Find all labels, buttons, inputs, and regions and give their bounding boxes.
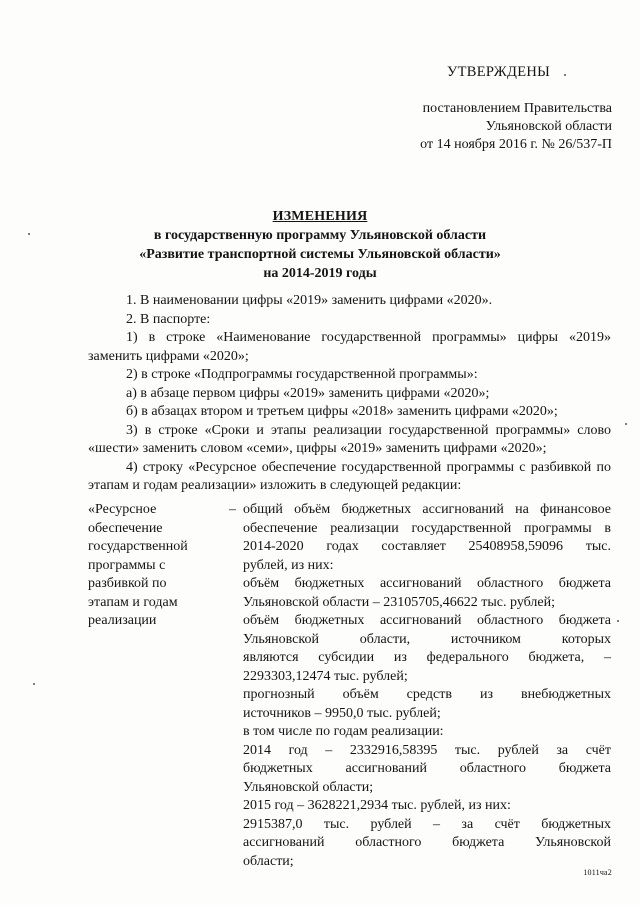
resource-line: 2915387,0 тыс. рублей – за счёт бюджетных [243,816,611,832]
label-line: реализации [88,613,157,628]
paragraph: 2. В паспорте: [126,311,211,327]
approval-line: постановлением Правительства [422,101,612,116]
resource-line: являются субсидии из федерального бюджета, – [243,650,611,665]
resource-line: Ульяновской области – 23105705,46622 тыс. рублей; [243,594,555,610]
label-line: обеспечение [88,520,163,536]
label-line: государственной [88,539,188,554]
resource-line: Ульяновской области; [243,779,374,795]
label-line: этапам и годам [88,594,178,610]
scan-speck [33,683,35,685]
resource-line: источников – 9950,0 тыс. рублей; [243,705,441,721]
resource-line: ассигнований областного бюджета Ульяновской [243,835,611,850]
paragraph: а) в абзаце первом цифры «2019» заменить цифрами «2020»; [126,385,490,401]
paragraph: 1) в строке «Наименование государственной программы» цифры «2019» заменить цифрами «2020»; [88,330,611,364]
paragraph: 3) в строке «Сроки и этапы реализации государственной программы» слово «шести» заменить словом «семи», цифры «2019» заменить цифрами «2020»; [88,422,611,456]
resource-line: 2014 год – 2332916,58395 тыс. рублей за счёт [243,742,611,758]
label-line: «Ресурсное [88,502,157,517]
resource-line: Ульяновской области, источником которых [243,631,611,647]
resource-line: в том числе по годам реализации: [243,724,444,739]
scan-speck [564,74,566,76]
scan-speck [625,423,627,425]
label-line: разбивкой по [88,576,167,591]
resource-table-content [243,501,611,871]
approval-line: Ульяновской области [485,119,612,134]
scan-speck [617,620,619,622]
title-main: ИЗМЕНЕНИЯ [272,209,368,224]
approval-stamp: УТВЕРЖДЕНЫ [447,64,551,80]
document-code: 1011ча2 [583,868,612,877]
resource-line: 2015 год – 3628221,2934 тыс. рублей, из них: [243,798,511,813]
title-line: в государственную программу Ульяновской области [153,228,487,243]
paragraph: 4) строку «Ресурсное обеспечение государственной программы с разбивкой по этапам и годам реализации» изложить в следующей редакции: [88,459,611,493]
resource-line: объём бюджетных ассигнований областного бюджета [243,576,611,591]
resource-line: 2293303,12474 тыс. рублей; [243,668,408,684]
paragraph: б) в абзацах втором и третьем цифры «2018» заменить цифрами «2020»; [126,404,558,419]
document-body [88,292,611,496]
scan-speck [28,233,30,235]
paragraph: 1. В наименовании цифры «2019» заменить цифрами «2020». [126,293,493,308]
approval-line: от 14 ноября 2016 г. № 26/537-П [420,137,612,152]
resource-line: прогнозный объём средств из внебюджетных [243,687,611,702]
resource-line: объём бюджетных ассигнований областного бюджета [243,613,611,628]
title-line: «Развитие транспортной системы Ульяновской области» [139,247,501,262]
resource-line: общий объём бюджетных ассигнований на финансовое [243,502,611,517]
resource-line: бюджетных ассигнований областного бюджета [243,761,611,776]
resource-line: рублей, из них: [243,557,334,573]
resource-line: обеспечение реализации государственной программы в [243,520,611,536]
document-title [100,207,540,283]
resource-line: области; [243,853,294,869]
label-line: программы с [88,557,166,573]
title-line: на 2014-2019 годы [263,266,377,281]
paragraph: 2) в строке «Подпрограммы государственной программы»: [126,367,478,382]
approval-details [380,100,612,154]
table-dash: – [229,502,236,517]
resource-line: 2014-2020 годах составляет 25408958,59096 тыс. [243,539,611,554]
resource-table-label [88,501,228,631]
